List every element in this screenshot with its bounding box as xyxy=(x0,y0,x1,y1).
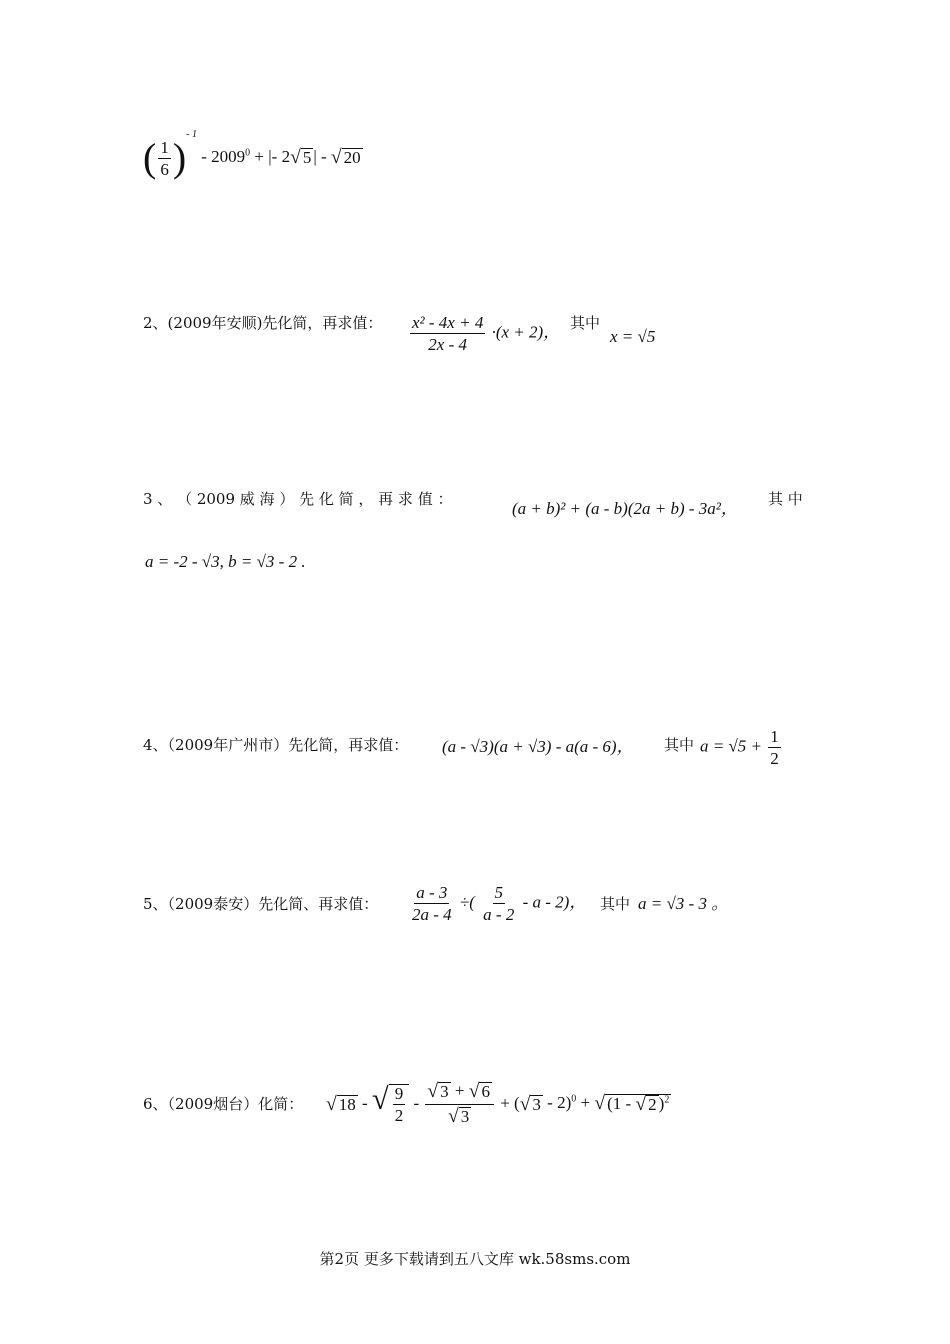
problem-5-f2-num: 5 xyxy=(494,883,503,902)
problem-1-expression: ( $\frac{1}{6}$ )$^{- 1} - 2009^0$ + |- 2 √ 5 | - √ 20 xyxy=(143,129,361,180)
problem-3-expression: (a + b)² + (a - b)(2a + b) - 3a²， xyxy=(512,499,738,518)
problem-3-label: 3 、 （ 2009 威 海 ） 先 化 简 ， 再 求 值 ： xyxy=(143,490,453,508)
problem-2-condition: x = √5 xyxy=(610,327,656,346)
page-footer: 第2页 更多下载请到五八文库 wk.58sms.com xyxy=(319,1250,631,1268)
problem-3-where: 其 中 xyxy=(768,490,803,508)
problem-4-expression: (a - √3)(a + √3) - a(a - 6)， xyxy=(442,737,634,756)
problem-5-label: 5、（2009泰安）先化简、再求值： xyxy=(143,895,379,913)
problem-4-condition xyxy=(700,728,783,767)
problem-2-expression xyxy=(408,314,560,353)
problem-6-expression: √ 18 - √ $\frac{9}{2}$ - √ 3 + √ 6 √ 3 + ( √ 3 - 2)$^0$ + √ (1 - √ 2 )$^2$ xyxy=(326,1081,670,1128)
problem-2 xyxy=(143,316,382,331)
problem-5-f1-den: 2a - 4 xyxy=(412,905,452,924)
problem-4-label: 4、（2009年广州市）先化简，再求值： xyxy=(143,736,409,754)
problem-2-where: 其中 xyxy=(570,314,601,332)
problem-5-f1-num: a - 3 xyxy=(416,883,448,902)
problem-4-where: 其中 xyxy=(664,736,695,754)
problem-4-half-num: 1 xyxy=(770,727,779,746)
problem-2-label: 2、(2009年安顺)先化简，再求值： xyxy=(143,314,383,332)
problem-5-f2-den: a - 2 xyxy=(483,905,515,924)
problem-2-denominator: 2x - 4 xyxy=(428,335,468,354)
problem-5-condition: a = √3 - 3 。 xyxy=(638,894,729,913)
problem-5-tail: - a - 2)， xyxy=(522,892,587,912)
problem-2-numerator: x² - 4x + 4 xyxy=(412,313,484,332)
problem-3-condition: a = -2 - √3, b = √3 - 2 . xyxy=(145,552,306,571)
problem-6-label: 6、（2009烟台）化简： xyxy=(143,1095,304,1113)
problem-5-div: ÷( xyxy=(459,892,475,912)
problem-4-condition-lhs: a = √5 + xyxy=(700,736,763,756)
problem-5-where: 其中 xyxy=(600,895,631,913)
problem-5-expression xyxy=(408,884,586,923)
problem-4-half-den: 2 xyxy=(770,749,779,768)
problem-2-tail: ·(x + 2)， xyxy=(491,322,561,342)
